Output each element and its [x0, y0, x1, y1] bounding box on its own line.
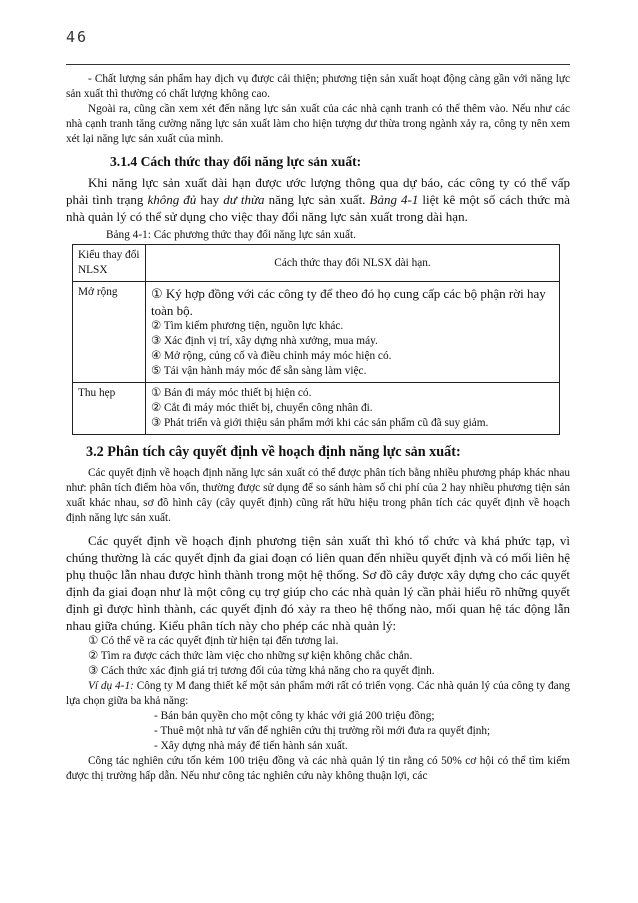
- list-item: ③ Xác định vị trí, xây dựng nhà xưởng, mua máy.: [151, 335, 378, 347]
- page-content: [66, 72, 570, 784]
- list-item: ④ Mở rộng, củng cố và điều chỉnh máy móc hiện có.: [151, 350, 392, 362]
- paragraph-research-cost: Công tác nghiên cứu tốn kém 100 triệu đồng và các nhà quản lý tin rằng có 50% cơ hội có thể tìm kiếm được thị trường hấp dẫn. Nếu như công tác nghiên cứu này không thuận lợi, các: [66, 755, 570, 782]
- row-methods-expand: [146, 282, 560, 383]
- page-number: 46: [66, 28, 89, 46]
- capacity-change-table: [72, 244, 560, 435]
- section-heading-3-2: 3.2 Phân tích cây quyết định về hoạch định năng lực sản xuất:: [86, 444, 461, 460]
- list-item: ① Có thể vẽ ra các quyết định từ hiện tại đến tương lai.: [88, 635, 339, 647]
- list-item: ① Bán đi máy móc thiết bị hiện có.: [151, 387, 312, 399]
- table-header-row: [73, 245, 560, 282]
- paragraph-analysis-methods: Các quyết định về hoạch định năng lực sản xuất có thể được phân tích bằng nhiều phương pháp khác nhau như: phân tích điểm hòa vốn, thường được sử dụng để so sánh hàm số chi phí của 2 hay nhiều phương tiện sản xuất khác nhau, sơ đồ hình cây (cây quyết định) cũng rất hữu hiệu trong phân tích các quyết định về hoạch định năng lực sản xuất.: [66, 467, 570, 524]
- list-item: ② Cắt đi máy móc thiết bị, chuyển công nhân đi.: [151, 402, 373, 414]
- table-header-methods: Cách thức thay đổi NLSX dài hạn.: [146, 245, 560, 282]
- header-rule: [66, 64, 570, 65]
- paragraph-capacity-change: Khi năng lực sản xuất dài hạn được ước lượng thông qua dự báo, các công ty có thể vấp phải tình trạng không đủ hay dư thừa năng lực sản xuất. Bảng 4-1 liệt kê một số cách thức mà nhà quản lý có thể sử dụng cho việc thay đổi năng lực sản xuất trong dài hạn.: [66, 175, 570, 224]
- table-row: [73, 383, 560, 435]
- list-item: ① Ký hợp đồng với các công ty để theo đó họ cung cấp các bộ phận rời hay toàn bộ.: [151, 286, 546, 318]
- table-caption: Bảng 4-1: Các phương thức thay đổi năng lực sản xuất.: [106, 229, 356, 241]
- list-item: ③ Cách thức xác định giá trị tương đối của từng khả năng cho ra quyết định.: [88, 665, 435, 677]
- row-label-expand: Mở rộng: [73, 282, 146, 383]
- list-item: ② Tìm kiếm phương tiện, nguồn lực khác.: [151, 320, 344, 332]
- list-item: - Bán bản quyền cho một công ty khác với giá 200 triệu đồng;: [154, 710, 435, 722]
- list-item: ⑤ Tái vận hành máy móc để sẵn sàng làm việc.: [151, 365, 367, 377]
- section-heading-3-1-4: 3.1.4 Cách thức thay đổi năng lực sản xuất:: [110, 154, 362, 169]
- list-item: - Xây dựng nhà máy để tiến hành sản xuất.: [154, 740, 348, 752]
- table-row: [73, 282, 560, 383]
- paragraph-competitors: Ngoài ra, cũng cần xem xét đến năng lực sản xuất của các nhà cạnh tranh có thể thêm vào. Nếu như các nhà cạnh tranh tăng cường năng lực sản xuất làm cho hiện tượng dư thừa trong ngành xảy ra, công ty nên xem xét lại năng lực sản xuất của mình.: [66, 103, 570, 145]
- list-item: ② Tìm ra được cách thức làm việc cho những sự kiện không chắc chắn.: [88, 650, 413, 662]
- list-item: ③ Phát triển và giới thiệu sản phẩm mới khi các sản phẩm cũ đã suy giảm.: [151, 417, 489, 429]
- row-methods-shrink: [146, 383, 560, 435]
- paragraph-quality: - Chất lượng sản phẩm hay dịch vụ được cải thiện; phương tiện sản xuất hoạt động càng gần với năng lực sản xuất thì thường có chất lượng không cao.: [66, 73, 570, 100]
- list-item: - Thuê một nhà tư vấn để nghiên cứu thị trường rồi mới đưa ra quyết định;: [154, 725, 491, 737]
- paragraph-decision-tree: Các quyết định về hoạch định phương tiện sản xuất thì khó tổ chức và khá phức tạp, vì chúng thường là các quyết định đa giai đoạn có liên quan đến nhiều quyết định và có mối liên hệ phụ thuộc lẫn nhau được hình thành trong một hệ thống. Sơ đồ cây được xây dựng cho các quyết định đa giai đoạn như là một công cụ trợ giúp cho các nhà quản lý cần phải hiểu rõ những quyết định gì được hình thành, các quyết định đó xảy ra theo hệ thống nào, mối quan hệ tác động lẫn nhau giữa chúng. Kiểu phân tích này cho phép các nhà quản lý:: [66, 533, 570, 633]
- paragraph-example: Ví dụ 4-1: Công ty M đang thiết kế một sản phẩm mới rất có triển vọng. Các nhà quản lý của công ty đang lựa chọn giữa ba khả năng:: [66, 680, 570, 707]
- table-header-type: Kiểu thay đổi NLSX: [73, 245, 146, 282]
- row-label-shrink: Thu hẹp: [73, 383, 146, 435]
